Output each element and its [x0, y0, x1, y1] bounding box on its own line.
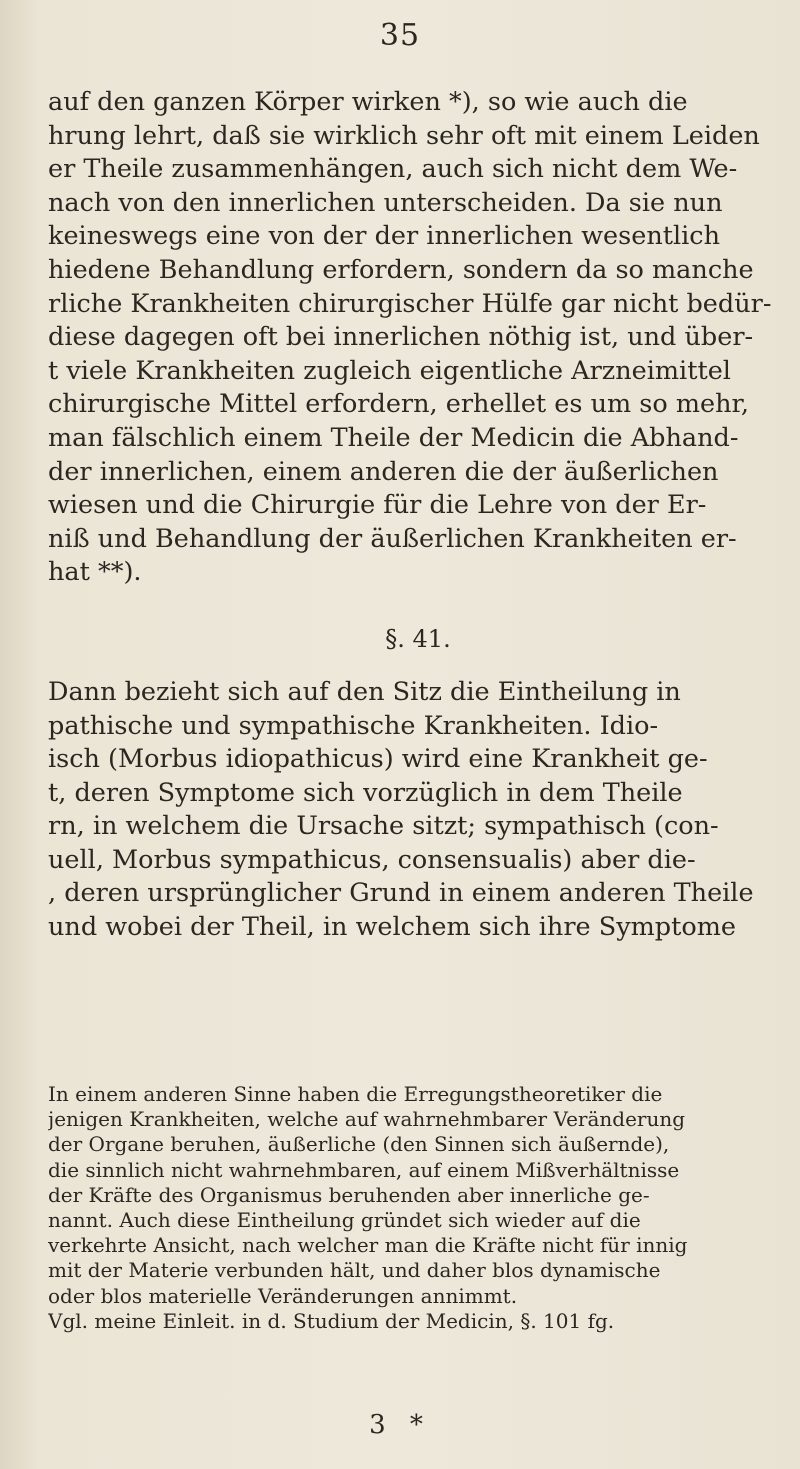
- text-line: uell, Morbus sympathicus, consensualis) aber die-: [48, 844, 696, 875]
- footnote-line: mit der Materie verbunden hält, und daher blos dynamische: [48, 1258, 661, 1283]
- paragraph-1: [48, 86, 788, 590]
- section-heading: §. 41.: [385, 624, 451, 653]
- text-line: isch (Morbus idiopathicus) wird eine Krankheit ge-: [48, 744, 708, 775]
- main-text: [48, 86, 788, 945]
- text-line: wiesen und die Chirurgie für die Lehre von der Er-: [48, 490, 707, 521]
- footnote-line: jenigen Krankheiten, welche auf wahrnehmbarer Veränderung: [48, 1107, 686, 1132]
- text-line: auf den ganzen Körper wirken *), so wie auch die: [48, 87, 688, 117]
- footnote-line: oder blos materielle Veränderungen annimmt.: [48, 1283, 518, 1308]
- text-line: nach von den innerlichen unterscheiden. Da sie nun: [48, 187, 723, 218]
- footnote-line: die sinnlich nicht wahrnehmbaren, auf einem Mißverhältnisse: [48, 1157, 680, 1182]
- footnote-line: verkehrte Ansicht, nach welcher man die Kräfte nicht für innig: [48, 1233, 688, 1258]
- footnote-line: nannt. Auch diese Eintheilung gründet sich wieder auf die: [48, 1207, 641, 1232]
- text-line: t, deren Symptome sich vorzüglich in dem Theile: [48, 777, 683, 808]
- footnotes: [48, 1082, 788, 1334]
- text-line: hrung lehrt, daß sie wirklich sehr oft mit einem Leiden: [48, 120, 760, 151]
- text-line: diese dagegen oft bei innerlichen nöthig ist, und über-: [48, 322, 754, 353]
- text-line: keineswegs eine von der der innerlichen wesentlich: [48, 221, 721, 252]
- footnote-line: Vgl. meine Einleit. in d. Studium der Medicin, §. 101 fg.: [48, 1308, 615, 1333]
- text-line: und wobei der Theil, in welchem sich ihre Symptome: [48, 912, 736, 943]
- text-line: Dann bezieht sich auf den Sitz die Eintheilung in: [48, 676, 681, 707]
- text-line: pathische und sympathische Krankheiten. Idio-: [48, 710, 659, 741]
- text-line: t viele Krankheiten zugleich eigentliche Arzneimittel: [48, 355, 731, 386]
- text-line: , deren ursprünglicher Grund in einem anderen Theile: [48, 878, 754, 909]
- text-line: niß und Behandlung der äußerlichen Krankheiten er-: [48, 523, 737, 554]
- paragraph-2: [48, 676, 788, 945]
- printer-signature-mark: 3 *: [369, 1410, 431, 1440]
- text-line: der innerlichen, einem anderen die der äußerlichen: [48, 456, 719, 487]
- text-line: man fälschlich einem Theile der Medicin die Abhand-: [48, 422, 739, 453]
- text-line: rn, in welchem die Ursache sitzt; sympathisch (con-: [48, 811, 719, 842]
- text-line: hat **).: [48, 557, 142, 588]
- text-line: chirurgische Mittel erfordern, erhellet es um so mehr,: [48, 389, 750, 420]
- footnote-line: In einem anderen Sinne haben die Erregungstheoretiker die: [48, 1082, 663, 1106]
- footnote-line: der Kräfte des Organismus beruhenden aber innerliche ge-: [48, 1182, 650, 1207]
- text-line: er Theile zusammenhängen, auch sich nicht dem We-: [48, 154, 738, 185]
- footnote-line: der Organe beruhen, äußerliche (den Sinnen sich äußernde),: [48, 1132, 670, 1157]
- text-line: hiedene Behandlung erfordern, sondern da so manche: [48, 254, 754, 285]
- page-number: 35: [379, 18, 421, 53]
- text-line: rliche Krankheiten chirurgischer Hülfe gar nicht bedür-: [48, 288, 772, 319]
